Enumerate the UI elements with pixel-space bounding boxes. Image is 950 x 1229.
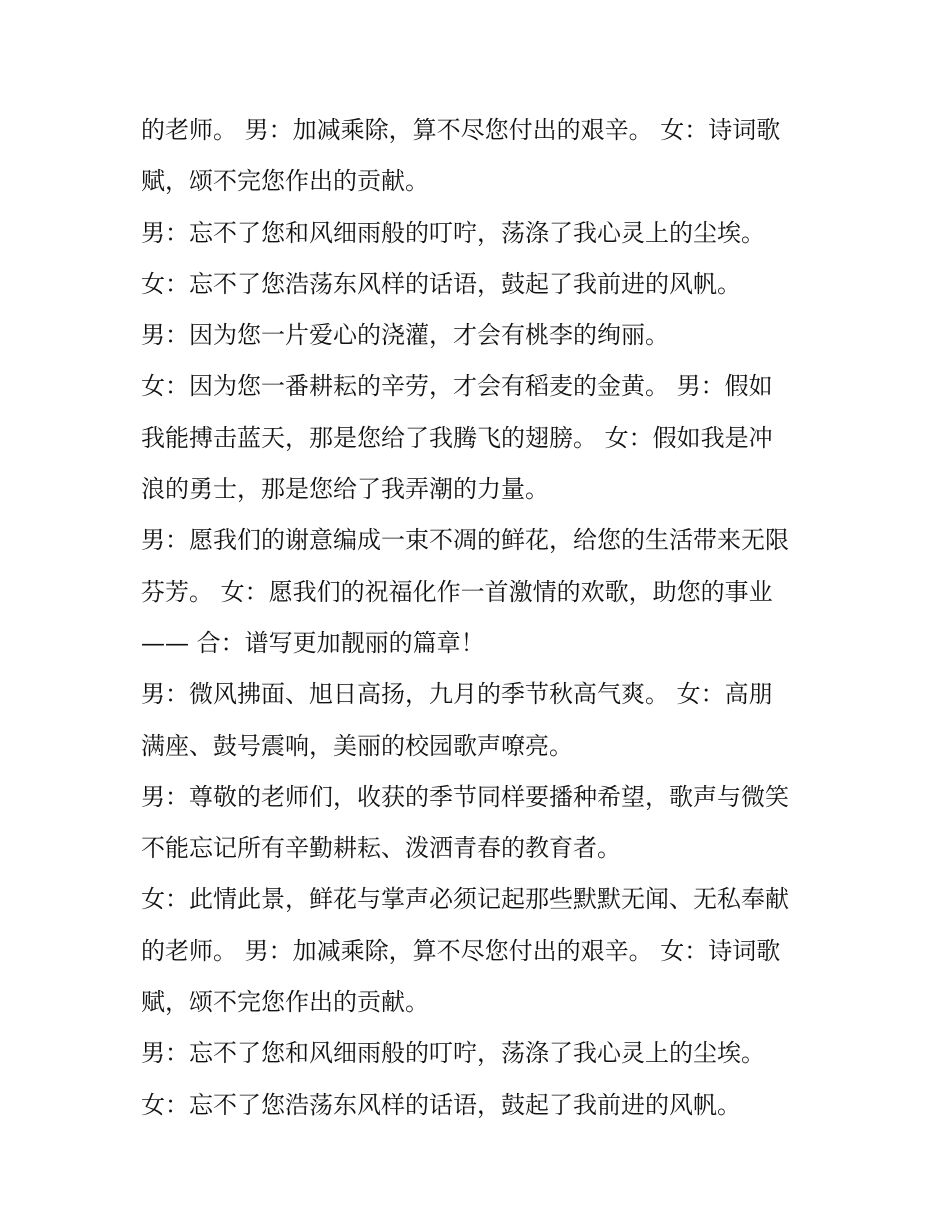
text-line: 男：因为您一片爱心的浇灌，才会有桃李的绚丽。 — [141, 321, 669, 350]
text-line: 满座、鼓号震响，美丽的校园歌声嘹亮。 — [141, 731, 573, 760]
text-line: 女：此情此景，鲜花与掌声必须记起那些默默无闻、无私奉献 — [141, 885, 789, 914]
text-line: 赋，颂不完您作出的贡献。 — [141, 167, 429, 196]
text-line: 女：因为您一番耕耘的辛劳，才会有稻麦的金黄。 男：假如 — [141, 372, 773, 401]
text-line: 男：微风拂面、旭日高扬，九月的季节秋高气爽。 女：高朋 — [141, 680, 773, 709]
text-line: 的老师。 男：加减乘除，算不尽您付出的艰辛。 女：诗词歌 — [141, 116, 781, 144]
text-line: 男：尊敬的老师们，收获的季节同样要播种希望，歌声与微笑 — [141, 782, 789, 811]
text-line: 浪的勇士，那是您给了我弄潮的力量。 — [141, 475, 549, 504]
text-line: 的老师。 男：加减乘除，算不尽您付出的艰辛。 女：诗词歌 — [141, 936, 781, 965]
text-line: 赋，颂不完您作出的贡献。 — [141, 988, 429, 1017]
text-line: 我能搏击蓝天，那是您给了我腾飞的翅膀。 女：假如我是冲 — [141, 423, 773, 452]
text-line: 女：忘不了您浩荡东风样的话语，鼓起了我前进的风帆。 — [141, 1090, 741, 1119]
text-line: —— 合：谱写更加靓丽的篇章！ — [141, 628, 485, 657]
text-line: 男：忘不了您和风细雨般的叮咛，荡涤了我心灵上的尘埃。 — [141, 218, 765, 247]
document-body — [141, 110, 831, 1136]
text-line: 不能忘记所有辛勤耕耘、泼洒青春的教育者。 — [141, 834, 621, 863]
text-line: 男：愿我们的谢意编成一束不凋的鲜花，给您的生活带来无限 — [141, 526, 789, 555]
text-line: 女：忘不了您浩荡东风样的话语，鼓起了我前进的风帆。 — [141, 269, 741, 298]
text-line: 芬芳。 女：愿我们的祝福化作一首激情的欢歌，助您的事业 — [141, 577, 773, 606]
text-line: 男：忘不了您和风细雨般的叮咛，荡涤了我心灵上的尘埃。 — [141, 1039, 765, 1068]
